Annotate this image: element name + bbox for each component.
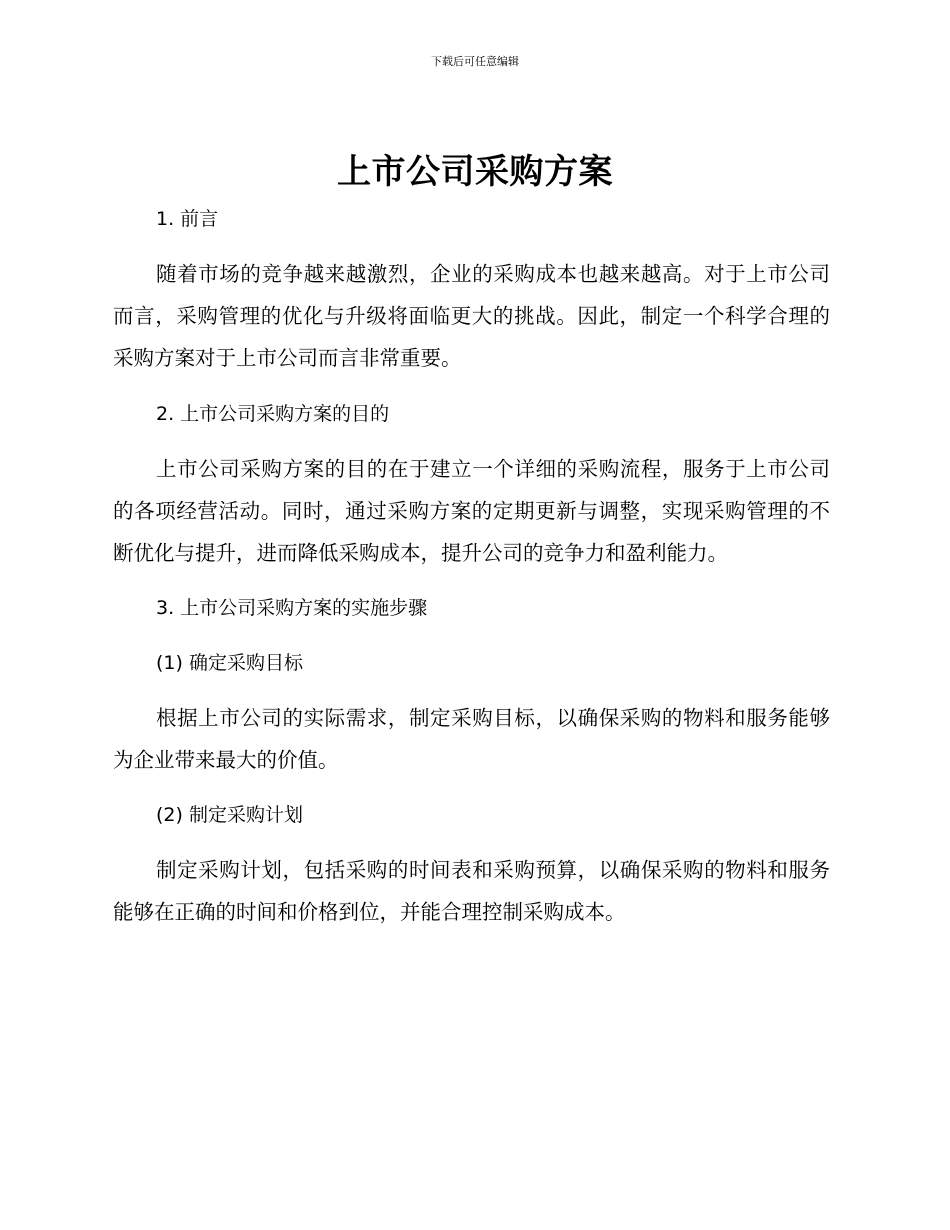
subsection-paragraph-goals: 根据上市公司的实际需求，制定采购目标，以确保采购的物料和服务能够为企业带来最大的价值。 <box>113 706 830 772</box>
section-heading-preface: 1. 前言 <box>156 208 219 230</box>
page-header-note: 下载后可任意编辑 <box>431 55 519 68</box>
subsection-paragraph-plan: 制定采购计划，包括采购的时间表和采购预算，以确保采购的物料和服务能够在正确的时间和价格到位，并能合理控制采购成本。 <box>113 858 830 924</box>
section-paragraph-preface: 随着市场的竞争越来越激烈，企业的采购成本也越来越高。对于上市公司而言，采购管理的优化与升级将面临更大的挑战。因此，制定一个科学合理的采购方案对于上市公司而言非常重要。 <box>113 262 830 370</box>
subsection-heading-goals: (1) 确定采购目标 <box>156 652 303 674</box>
document-title: 上市公司采购方案 <box>337 152 613 192</box>
section-paragraph-purpose: 上市公司采购方案的目的在于建立一个详细的采购流程，服务于上市公司的各项经营活动。同时，通过采购方案的定期更新与调整，实现采购管理的不断优化与提升，进而降低采购成本，提升公司的竞争力和盈利能力。 <box>113 457 830 565</box>
section-heading-steps: 3. 上市公司采购方案的实施步骤 <box>156 597 428 619</box>
section-heading-purpose: 2. 上市公司采购方案的目的 <box>156 403 390 425</box>
subsection-heading-plan: (2) 制定采购计划 <box>156 804 303 826</box>
